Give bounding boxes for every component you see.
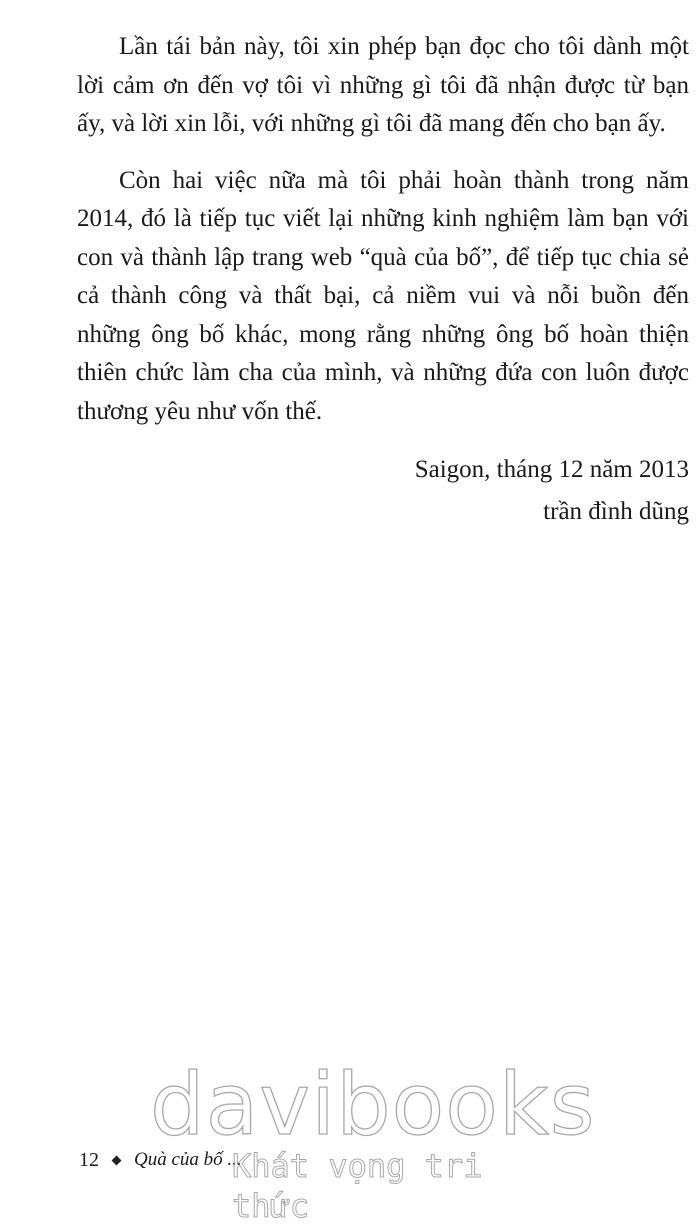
watermark: [150, 1055, 596, 1226]
watermark-brand: davibooks: [150, 1055, 596, 1155]
book-title: Quà của bố ...: [134, 1149, 242, 1170]
paragraph-1: Lần tái bản này, tôi xin phép bạn đọc cho tôi dành một lời cảm ơn đến vợ tôi vì những gì tôi đã nhận được từ bạn ấy, và lời xin lỗi, với những gì tôi đã mang đến cho bạn ấy.: [77, 33, 689, 137]
paragraph-2: Còn hai việc nữa mà tôi phải hoàn thành trong năm 2014, đó là tiếp tục viết lại những kinh nghiệm làm bạn với con và thành lập trang web “quà của bố”, để tiếp tục chia sẻ cả thành công và thất bại, cả niềm vui và nỗi buồn đến những ông bố khác, mong rằng những ông bố hoàn thiện thiên chức làm cha của mình, và những đứa con luôn được thương yêu như vốn thế.: [77, 166, 689, 425]
signature-place-date: Saigon, tháng 12 năm 2013: [414, 456, 689, 483]
signature-author: trần đình dũng: [543, 498, 689, 525]
diamond-icon: [112, 1155, 122, 1165]
watermark-tagline: Khát vọng tri thức: [232, 1147, 483, 1225]
page-body: [77, 28, 689, 533]
page-footer: [79, 1147, 242, 1173]
page-number: 12: [79, 1148, 99, 1171]
